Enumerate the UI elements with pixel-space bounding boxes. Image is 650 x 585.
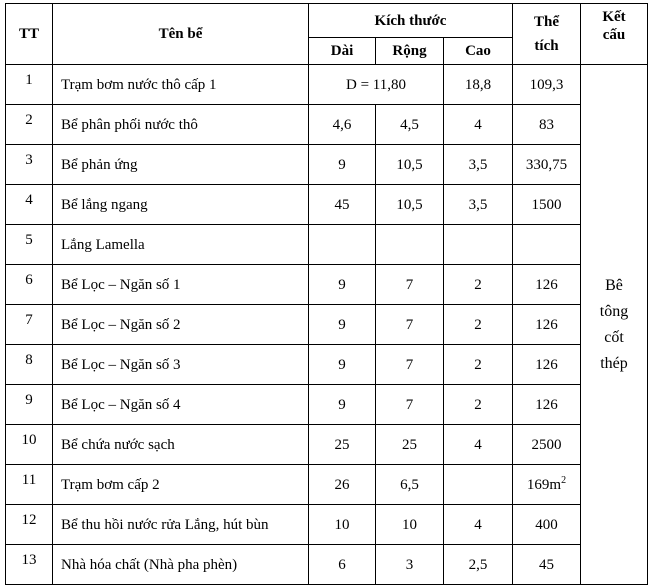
table-row bbox=[6, 425, 648, 465]
row-dai: 10 bbox=[309, 505, 376, 545]
row-name: Bể lắng ngang bbox=[53, 185, 309, 225]
row-dai: 4,6 bbox=[309, 105, 376, 145]
row-tt: 1 bbox=[6, 65, 53, 105]
structure-word: thép bbox=[600, 354, 628, 372]
row-tt: 8 bbox=[6, 345, 53, 385]
table-row bbox=[6, 465, 648, 505]
row-dimensions-merged: D = 11,80 bbox=[309, 65, 444, 105]
row-volume-value: 126 bbox=[535, 316, 558, 333]
row-volume bbox=[513, 225, 581, 265]
row-name: Bể phân phối nước thô bbox=[53, 105, 309, 145]
row-volume bbox=[513, 65, 581, 105]
row-rong bbox=[376, 225, 444, 265]
row-name: Bể chứa nước sạch bbox=[53, 425, 309, 465]
row-dai: 9 bbox=[309, 305, 376, 345]
row-tt: 11 bbox=[6, 465, 53, 505]
table-row bbox=[6, 105, 648, 145]
row-tt: 12 bbox=[6, 505, 53, 545]
row-volume bbox=[513, 185, 581, 225]
row-volume-value: 126 bbox=[535, 276, 558, 293]
row-cao bbox=[444, 225, 513, 265]
row-cao: 2 bbox=[444, 345, 513, 385]
row-tt: 7 bbox=[6, 305, 53, 345]
row-cao: 4 bbox=[444, 505, 513, 545]
row-volume-value: 1500 bbox=[531, 196, 562, 213]
row-tt: 6 bbox=[6, 265, 53, 305]
row-dai: 9 bbox=[309, 265, 376, 305]
row-rong: 7 bbox=[376, 345, 444, 385]
row-volume-value: 109,3 bbox=[529, 76, 564, 93]
row-volume-value: 45 bbox=[539, 556, 554, 573]
structure-cell bbox=[581, 65, 648, 585]
row-tt: 13 bbox=[6, 545, 53, 585]
row-volume bbox=[513, 545, 581, 585]
row-dai bbox=[309, 225, 376, 265]
row-volume bbox=[513, 305, 581, 345]
header-structure-line1: Kết bbox=[602, 9, 626, 25]
row-rong: 7 bbox=[376, 265, 444, 305]
row-rong: 10 bbox=[376, 505, 444, 545]
table-row bbox=[6, 545, 648, 585]
row-volume-value: 126 bbox=[535, 396, 558, 413]
row-tt: 10 bbox=[6, 425, 53, 465]
row-rong: 7 bbox=[376, 385, 444, 425]
row-volume bbox=[513, 505, 581, 545]
structure-word: tông bbox=[599, 302, 629, 320]
row-cao: 2 bbox=[444, 265, 513, 305]
header-volume-line2: tích bbox=[534, 38, 559, 54]
header-volume-line1: Thể bbox=[533, 14, 559, 30]
row-tt: 4 bbox=[6, 185, 53, 225]
row-rong: 25 bbox=[376, 425, 444, 465]
table-row bbox=[6, 145, 648, 185]
row-cao bbox=[444, 465, 513, 505]
row-rong: 10,5 bbox=[376, 185, 444, 225]
row-volume bbox=[513, 145, 581, 185]
row-name: Nhà hóa chất (Nhà pha phèn) bbox=[53, 545, 309, 585]
row-dai: 9 bbox=[309, 145, 376, 185]
tank-table bbox=[5, 3, 648, 585]
row-dai: 9 bbox=[309, 345, 376, 385]
row-rong: 6,5 bbox=[376, 465, 444, 505]
row-cao: 4 bbox=[444, 105, 513, 145]
row-cao: 2 bbox=[444, 305, 513, 345]
row-rong: 10,5 bbox=[376, 145, 444, 185]
row-cao: 3,5 bbox=[444, 185, 513, 225]
row-name: Bể Lọc – Ngăn số 1 bbox=[53, 265, 309, 305]
header-rong: Rộng bbox=[376, 38, 444, 65]
structure-word: Bê bbox=[605, 276, 623, 294]
row-name: Lắng Lamella bbox=[53, 225, 309, 265]
header-volume bbox=[513, 4, 581, 65]
header-name: Tên bể bbox=[53, 4, 309, 65]
row-rong: 4,5 bbox=[376, 105, 444, 145]
row-volume-value: 2500 bbox=[531, 436, 562, 453]
row-dai: 9 bbox=[309, 385, 376, 425]
table-row bbox=[6, 505, 648, 545]
header-structure-line2: cấu bbox=[602, 27, 626, 43]
structure-word: cốt bbox=[604, 328, 624, 346]
row-volume-value: 169m bbox=[526, 476, 562, 493]
row-volume-value: 83 bbox=[539, 116, 554, 133]
row-dai: 45 bbox=[309, 185, 376, 225]
row-volume-unit-exponent: 2 bbox=[561, 474, 567, 486]
row-name: Bể thu hồi nước rửa Lắng, hút bùn bbox=[53, 505, 309, 545]
row-name: Trạm bơm cấp 2 bbox=[53, 465, 309, 505]
row-name: Trạm bơm nước thô cấp 1 bbox=[53, 65, 309, 105]
row-tt: 5 bbox=[6, 225, 53, 265]
row-cao: 2,5 bbox=[444, 545, 513, 585]
row-rong: 3 bbox=[376, 545, 444, 585]
row-dai: 26 bbox=[309, 465, 376, 505]
row-dai: 25 bbox=[309, 425, 376, 465]
table-body bbox=[6, 65, 648, 585]
row-cao: 2 bbox=[444, 385, 513, 425]
row-name: Bể Lọc – Ngăn số 4 bbox=[53, 385, 309, 425]
row-cao: 4 bbox=[444, 425, 513, 465]
row-volume bbox=[513, 105, 581, 145]
table-row bbox=[6, 65, 648, 105]
row-volume bbox=[513, 465, 581, 505]
row-volume-value: 330,75 bbox=[525, 156, 568, 173]
row-volume bbox=[513, 345, 581, 385]
row-volume bbox=[513, 265, 581, 305]
row-rong: 7 bbox=[376, 305, 444, 345]
row-name: Bể phản ứng bbox=[53, 145, 309, 185]
row-tt: 2 bbox=[6, 105, 53, 145]
row-volume-value: 126 bbox=[535, 356, 558, 373]
table-row bbox=[6, 345, 648, 385]
row-name: Bể Lọc – Ngăn số 2 bbox=[53, 305, 309, 345]
header-dai: Dài bbox=[309, 38, 376, 65]
table-row bbox=[6, 265, 648, 305]
header-dimensions: Kích thước bbox=[309, 4, 513, 38]
header-structure bbox=[581, 4, 648, 65]
table-row bbox=[6, 385, 648, 425]
header-cao: Cao bbox=[444, 38, 513, 65]
header-tt: TT bbox=[6, 4, 53, 65]
table-row bbox=[6, 185, 648, 225]
row-dai: 6 bbox=[309, 545, 376, 585]
row-cao: 3,5 bbox=[444, 145, 513, 185]
row-tt: 3 bbox=[6, 145, 53, 185]
table-row bbox=[6, 305, 648, 345]
row-tt: 9 bbox=[6, 385, 53, 425]
row-name: Bể Lọc – Ngăn số 3 bbox=[53, 345, 309, 385]
row-volume-value: 400 bbox=[535, 516, 558, 533]
row-volume bbox=[513, 385, 581, 425]
row-cao: 18,8 bbox=[444, 65, 513, 105]
row-volume bbox=[513, 425, 581, 465]
table-row bbox=[6, 225, 648, 265]
